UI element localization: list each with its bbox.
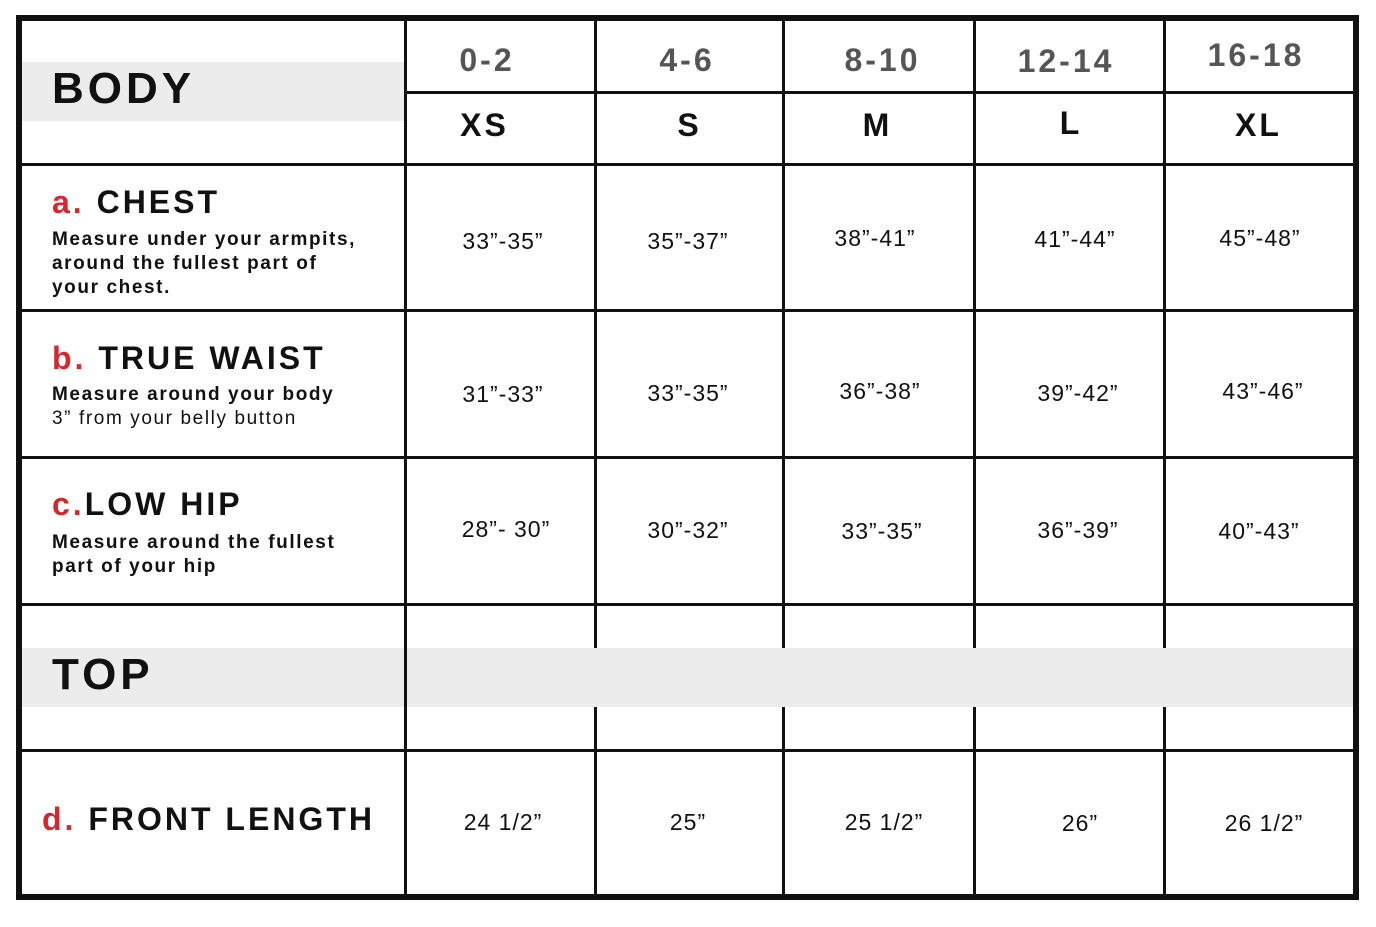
waist-name: TRUE WAIST — [98, 340, 326, 376]
front-length-heading — [42, 801, 375, 838]
hip-value: 33”-35” — [841, 518, 923, 544]
hip-value: 30”-32” — [647, 517, 729, 543]
chest-name: CHEST — [96, 184, 221, 220]
waist-value: 33”-35” — [647, 380, 729, 406]
grid-line — [22, 749, 1353, 752]
top-section-title: TOP — [52, 650, 154, 699]
grid-line — [1163, 707, 1166, 894]
grid-line — [973, 707, 976, 894]
age-header: 12-14 — [1017, 43, 1115, 79]
waist-value: 39”-42” — [1037, 380, 1119, 406]
age-header: 4-6 — [659, 42, 715, 78]
body-section-title: BODY — [52, 64, 196, 113]
size-header: L — [1059, 105, 1083, 141]
age-header: 16-18 — [1207, 37, 1305, 73]
grid-line — [22, 456, 1353, 459]
hip-name: LOW HIP — [84, 486, 243, 522]
hip-value: 36”-39” — [1037, 517, 1119, 543]
age-header: 8-10 — [844, 42, 921, 78]
size-header: XL — [1235, 107, 1282, 143]
front-length-value: 24 1/2” — [463, 809, 543, 835]
grid-line — [22, 163, 1353, 166]
grid-line — [405, 91, 1353, 94]
size-header: XS — [460, 107, 509, 143]
waist-value: 43”-46” — [1222, 378, 1304, 404]
waist-heading — [52, 340, 326, 377]
hip-heading — [52, 486, 243, 523]
chest-value: 35”-37” — [647, 228, 729, 254]
front-length-letter: d. — [42, 801, 77, 837]
hip-letter: c. — [52, 486, 85, 522]
chest-value: 41”-44” — [1034, 226, 1116, 252]
chest-heading — [52, 184, 220, 221]
front-length-value: 25 1/2” — [844, 809, 924, 835]
grid-line — [22, 309, 1353, 312]
age-header: 0-2 — [459, 42, 515, 78]
front-length-value: 26 1/2” — [1224, 810, 1304, 836]
front-length-value: 25” — [669, 809, 707, 835]
waist-letter: b. — [52, 340, 87, 376]
chest-letter: a. — [52, 184, 85, 220]
grid-line — [22, 603, 1353, 606]
chest-description: Measure under your armpits, around the fullest part of your chest. — [52, 229, 356, 298]
waist-value: 31”-33” — [462, 381, 544, 407]
size-header: S — [677, 107, 702, 143]
hip-value: 28”- 30” — [461, 516, 551, 542]
grid-line — [782, 707, 785, 894]
grid-line — [594, 707, 597, 894]
chest-value: 45”-48” — [1219, 225, 1301, 251]
size-header: M — [862, 107, 893, 143]
front-length-value: 26” — [1061, 810, 1099, 836]
chest-value: 38”-41” — [834, 225, 916, 251]
hip-description: Measure around the fullest part of your hip — [52, 532, 336, 577]
front-length-name: FRONT LENGTH — [88, 801, 375, 837]
chest-value: 33”-35” — [462, 228, 544, 254]
waist-value: 36”-38” — [839, 378, 921, 404]
hip-value: 40”-43” — [1218, 518, 1300, 544]
waist-description: Measure around your body 3” from your belly button — [52, 384, 335, 429]
